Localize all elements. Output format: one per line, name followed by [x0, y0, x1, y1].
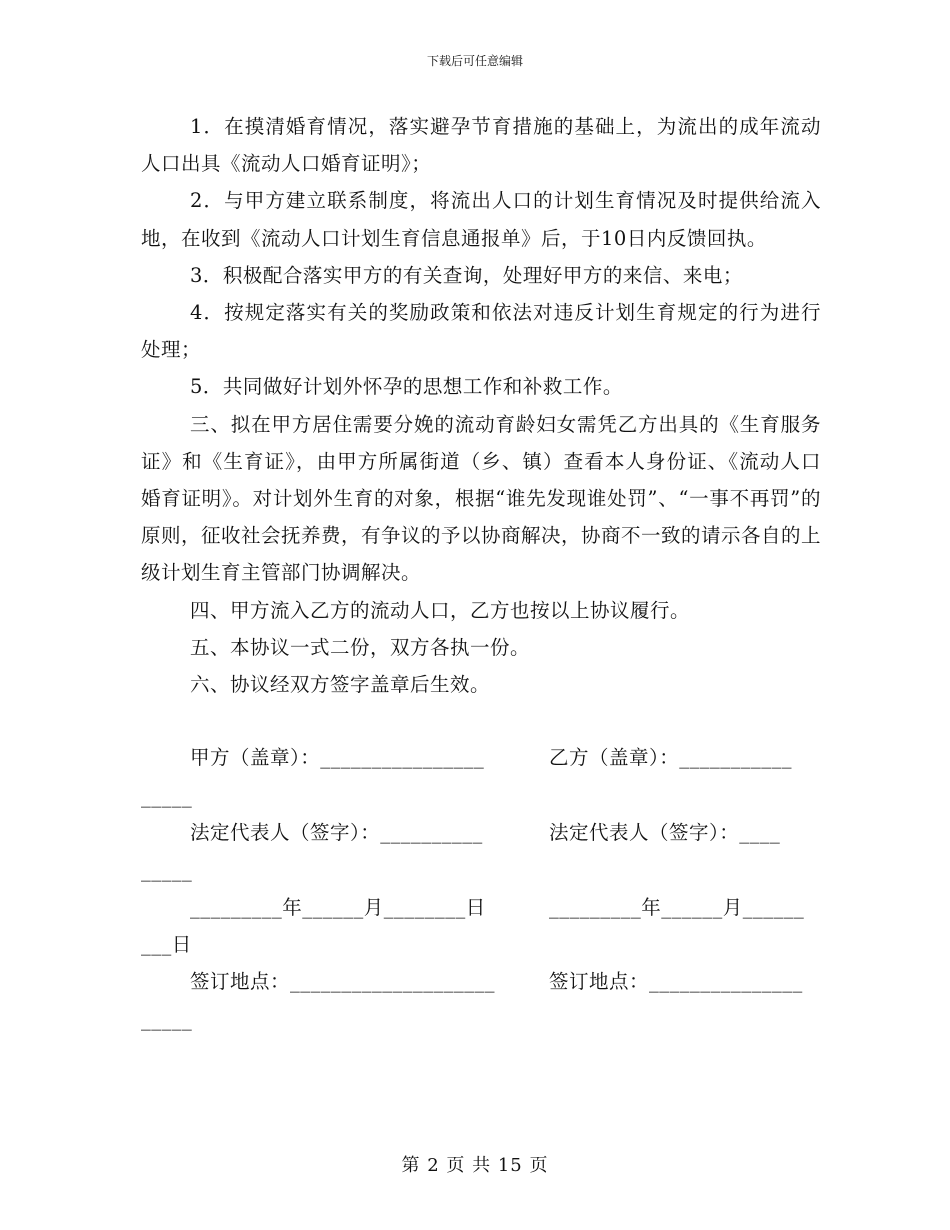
paragraph-item-3: 3．积极配合落实甲方的有关查询，处理好甲方的来信、来电； — [190, 263, 743, 287]
party-a-place-field: 签订地点：____________________ — [190, 970, 496, 993]
party-a-date-field: _________年______月________日 — [190, 896, 486, 919]
paragraph-item-5: 5．共同做好计划外怀孕的思想工作和补救工作。 — [190, 375, 623, 399]
paragraph-clause-6: 六、协议经双方签字盖章后生效。 — [190, 673, 491, 697]
party-b-stamp-field: 乙方（盖章）：___________ — [549, 746, 793, 769]
stamp-underline-continuation: _____ — [141, 785, 193, 808]
paragraph-clause-4: 四、甲方流入乙方的流动人口，乙方也按以上协议履行。 — [190, 598, 691, 622]
rep-underline-continuation: _____ — [141, 859, 193, 882]
paragraph-item-2: 2．与甲方建立联系制度，将流出人口的计划生育情况及时提供给流入地，在收到《流动人口计划生育信息通报单》后，于10日内反馈回执。 — [141, 189, 821, 250]
page-number-footer: 第 2 页 共 15 页 — [401, 1155, 549, 1176]
paragraph-clause-5: 五、本协议一式二份，双方各执一份。 — [190, 635, 531, 659]
party-b-rep-field: 法定代表人（签字）：____ — [549, 821, 781, 844]
paragraph-item-1: 1．在摸清婚育情况，落实避孕节育措施的基础上，为流出的成年流动人口出具《流动人口婚育证明》； — [141, 115, 821, 176]
paragraph-item-4: 4．按规定落实有关的奖励政策和依法对违反计划生育规定的行为进行处理； — [141, 301, 821, 362]
page-header-note: 下载后可任意编辑 — [426, 54, 523, 68]
document-body — [141, 108, 821, 703]
party-a-stamp-field: 甲方（盖章）：________________ — [190, 746, 485, 769]
party-b-date-field: _________年______月______ — [549, 896, 805, 919]
party-b-place-field: 签订地点：_______________ — [549, 970, 803, 993]
paragraph-clause-3: 三、拟在甲方居住需要分娩的流动育龄妇女需凭乙方出具的《生育服务证》和《生育证》，由甲方所属街道（乡、镇）查看本人身份证、《流动人口婚育证明》。对计划外生育的对象，根据“谁先发现谁处罚”、“一事不再罚”的原则，征收社会抚养费，有争议的予以协商解决，协商不一致的请示各自的上级计划生育主管部门协调解决。 — [141, 412, 822, 585]
party-a-rep-field: 法定代表人（签字）：__________ — [190, 821, 483, 844]
place-underline-continuation: _____ — [141, 1008, 193, 1031]
date-continuation: ___日 — [141, 933, 192, 956]
